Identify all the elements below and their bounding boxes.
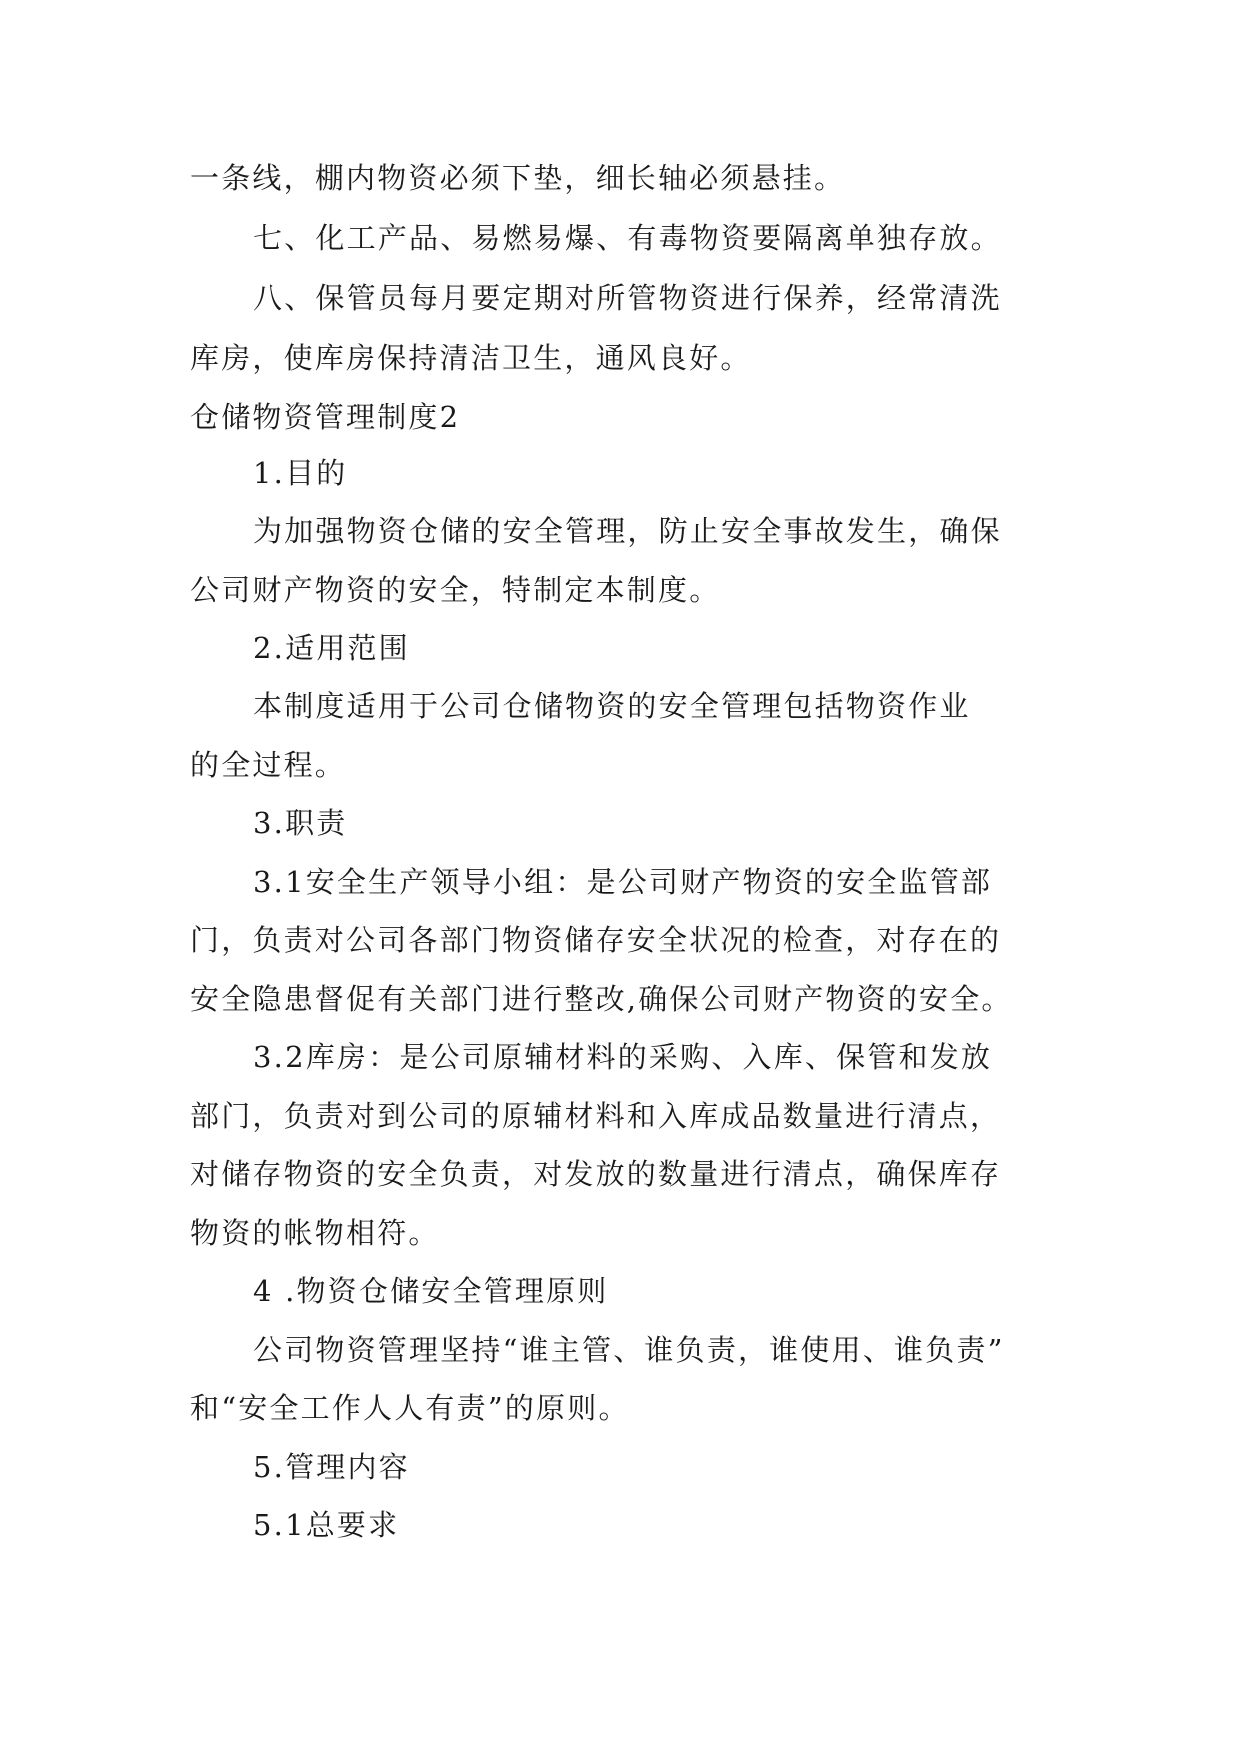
text-line: 3.2库房：是公司原辅材料的采购、入库、保管和发放: [253, 1040, 993, 1074]
section-heading: 4 .物资仓储安全管理原则: [253, 1274, 609, 1308]
text-line: 公司财产物资的安全，特制定本制度。: [190, 573, 721, 607]
text-line: 七、化工产品、易燃易爆、有毒物资要隔离单独存放。: [253, 221, 1002, 255]
text-line: 本制度适用于公司仓储物资的安全管理包括物资作业: [253, 689, 971, 723]
text-line: 的全过程。: [190, 748, 347, 782]
text-line: 公司物资管理坚持“谁主管、谁负责，谁使用、谁负责”: [253, 1333, 1005, 1367]
section-heading: 2.适用范围: [253, 631, 410, 665]
text-line: 3.1安全生产领导小组：是公司财产物资的安全监管部: [253, 865, 993, 899]
text-line: 安全隐患督促有关部门进行整改,确保公司财产物资的安全。: [190, 982, 1013, 1016]
section-heading: 5.管理内容: [253, 1450, 410, 1484]
section-heading: 1.目的: [253, 456, 348, 490]
text-line: 一条线，棚内物资必须下垫，细长轴必须悬挂。: [190, 161, 846, 195]
text-line: 为加强物资仓储的安全管理，防止安全事故发生，确保: [253, 514, 1002, 548]
section-heading: 仓储物资管理制度2: [190, 400, 461, 434]
section-heading: 3.职责: [253, 806, 348, 840]
section-heading: 5.1总要求: [253, 1508, 400, 1542]
text-line: 和“安全工作人人有责”的原则。: [190, 1391, 630, 1425]
text-line: 八、保管员每月要定期对所管物资进行保养，经常清洗: [253, 281, 1002, 315]
text-line: 对储存物资的安全负责，对发放的数量进行清点，确保库存: [190, 1157, 1002, 1191]
text-line: 库房，使库房保持清洁卫生，通风良好。: [190, 341, 752, 375]
text-line: 物资的帐物相符。: [190, 1216, 440, 1250]
text-line: 门，负责对公司各部门物资储存安全状况的检查，对存在的: [190, 923, 1002, 957]
text-line: 部门，负责对到公司的原辅材料和入库成品数量进行清点，: [190, 1099, 1002, 1133]
